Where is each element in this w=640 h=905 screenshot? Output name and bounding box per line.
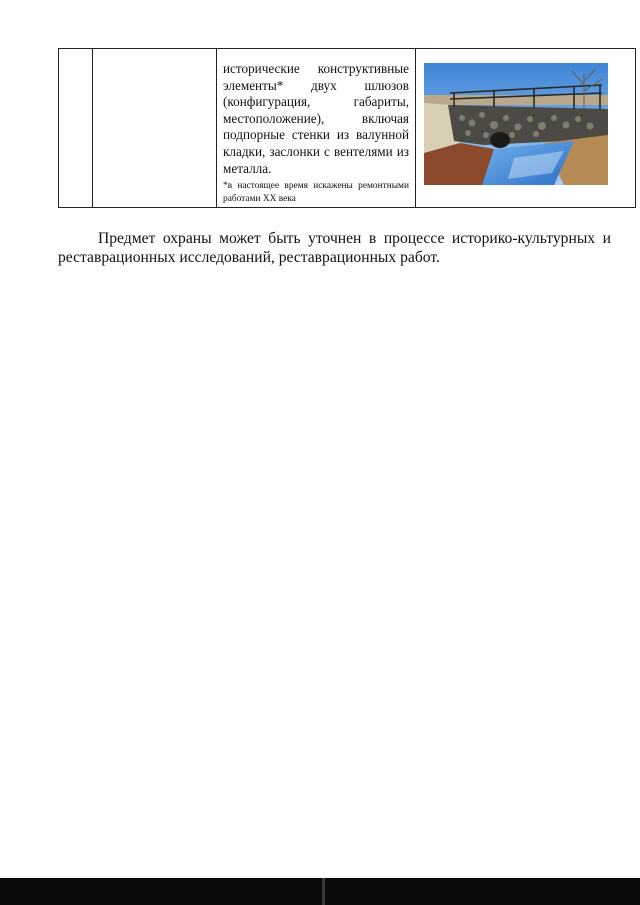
- sluice-photo: [424, 63, 608, 185]
- description-footnote: *в настоящее время искажены ремонтными работами XX века: [223, 181, 409, 204]
- photo-cell: [416, 49, 636, 208]
- category-cell: [93, 49, 217, 208]
- table-row: [59, 49, 636, 208]
- protection-subject-table: [58, 48, 636, 208]
- description-text: исторические конструктивные элементы* двух шлюзов (конфигурация, габариты, местоположение), включая подпорные стенки из валунной кладки, заслонки с вентелями из металла.: [223, 61, 409, 176]
- closing-paragraph: Предмет охраны может быть уточнен в процессе историко-культурных и реставрационных исследований, реставрационных работ.: [58, 230, 611, 266]
- number-cell: [59, 49, 93, 208]
- scan-bottom-border: [0, 878, 640, 905]
- description-cell: [217, 49, 416, 208]
- scan-border-seam: [322, 878, 325, 905]
